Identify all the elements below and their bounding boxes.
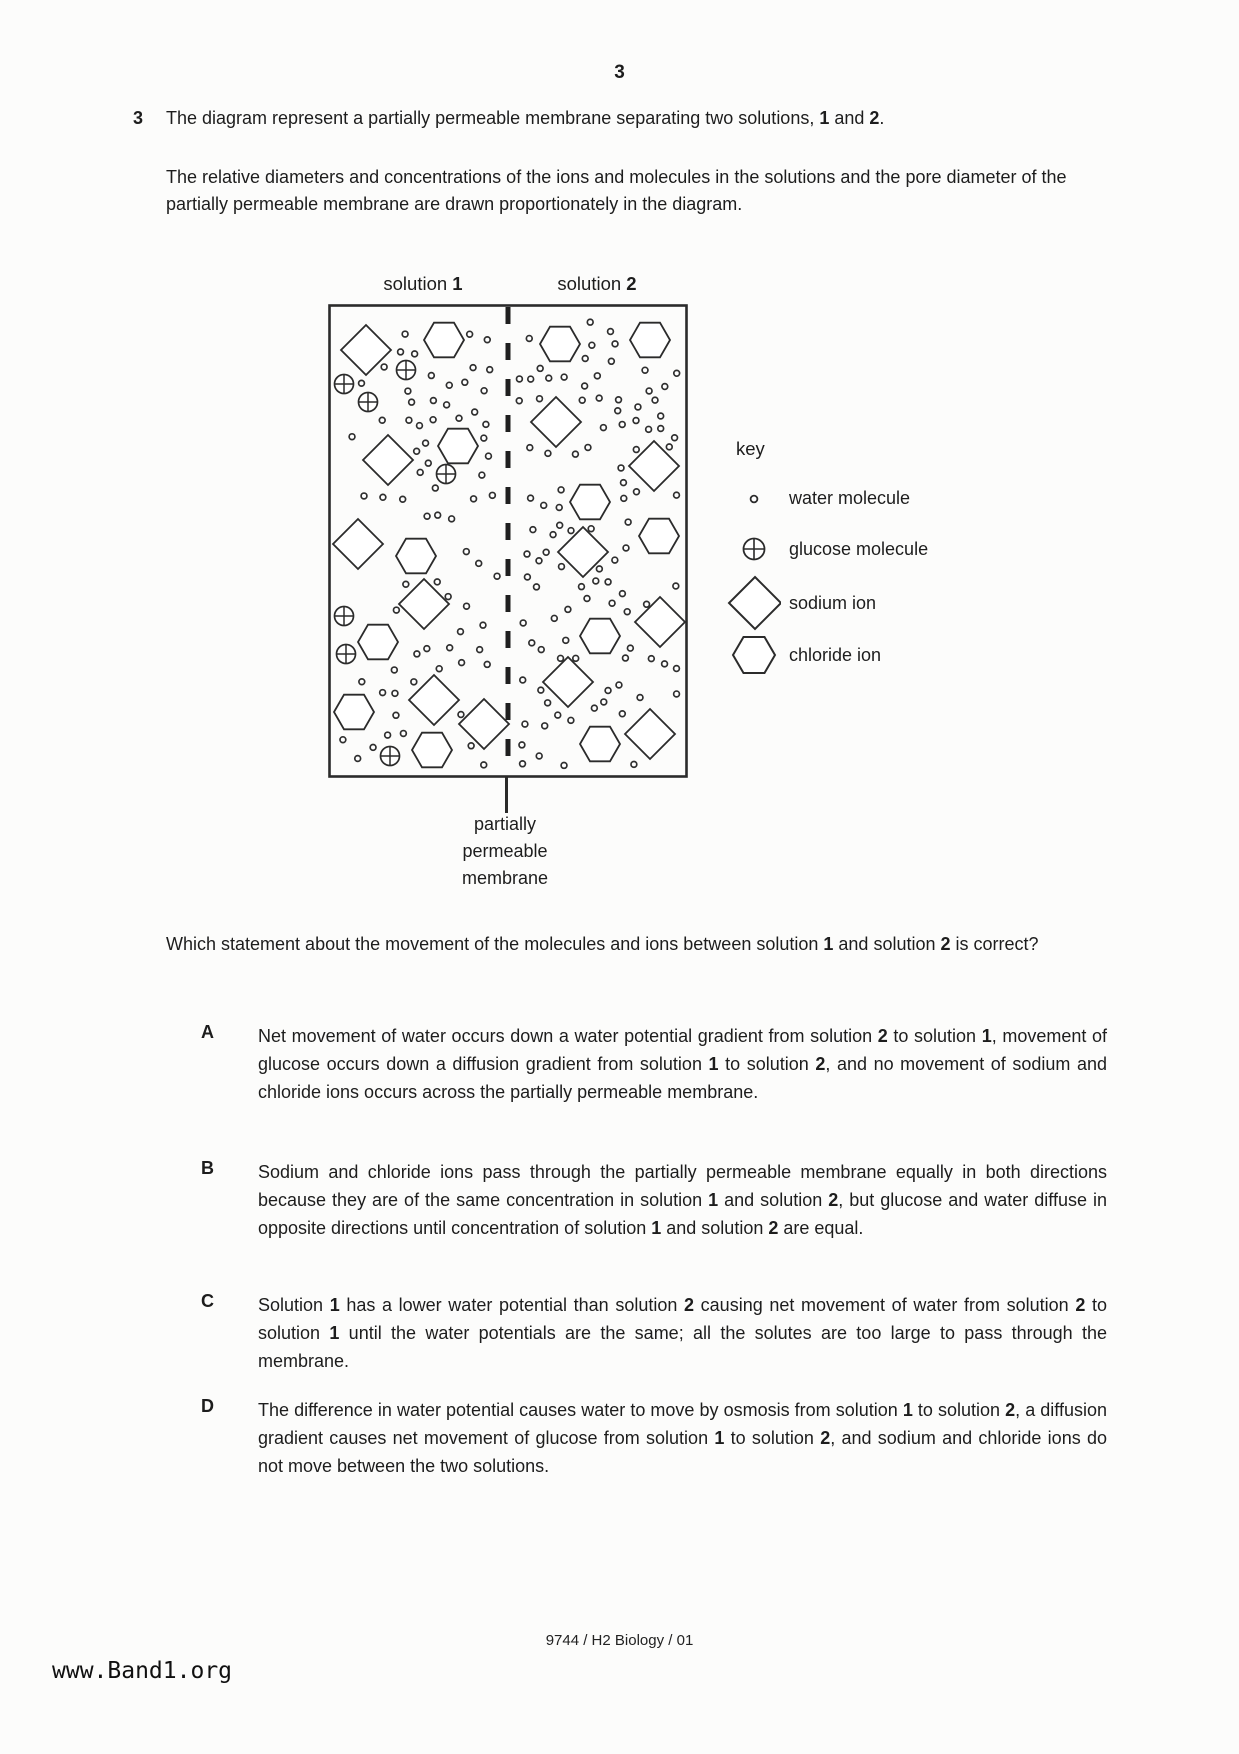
- key-title: key: [736, 438, 765, 459]
- question-prompt: Which statement about the movement of the molecules and ions between solution 1 and solution 2 is correct?: [166, 934, 1039, 954]
- option-a-text: Net movement of water occurs down a water potential gradient from solution 2 to solution 1, movement of glucose occurs down a diffusion gradient from solution 1 to solution 2, and no movement of sodium and chloride ions occurs across the partially permeable membrane.: [258, 1026, 1108, 1102]
- site-watermark: www.Band1.org: [52, 1658, 233, 1684]
- key-label-water: water molecule: [789, 488, 911, 508]
- key-label-sodium: sodium ion: [789, 592, 877, 613]
- sodium-ion-icon: [727, 575, 781, 631]
- water-molecule-icon: [727, 491, 781, 507]
- option-a: [201, 1022, 1107, 1106]
- question-line: [133, 108, 1133, 129]
- option-d-letter: D: [201, 1396, 214, 1416]
- membrane-pointer-line: [505, 776, 508, 813]
- key-row-glucose: [727, 535, 928, 563]
- option-d: [201, 1396, 1107, 1480]
- chloride-ion-icon: [727, 631, 781, 679]
- question-detail: The relative diameters and concentrations of the ions and molecules in the solutions and the pore diameter of the partially permeable membrane are drawn proportionately in the diagram.: [166, 167, 1067, 214]
- option-c-text: Solution 1 has a lower water potential than solution 2 causing net movement of water from solution 2 to solution 1 until the water potentials are the same; all the solutes are too large to pass through the membrane.: [258, 1295, 1107, 1371]
- option-c-letter: C: [201, 1291, 214, 1311]
- option-a-letter: A: [201, 1022, 214, 1042]
- solution1-label: solution 1: [383, 273, 463, 294]
- question-intro: The diagram represent a partially permeable membrane separating two solutions, 1 and 2.: [166, 108, 885, 128]
- glucose-molecule-icon: [727, 535, 781, 563]
- key-row-sodium: [727, 575, 876, 631]
- solutions-box: [328, 304, 688, 778]
- diagram-key: [727, 438, 1027, 688]
- option-d-text: The difference in water potential causes water to move by osmosis from solution 1 to solution 2, a diffusion gradient causes net movement of glucose from solution 1 to solution 2, and sodium and chloride ions do not move between the two solutions.: [258, 1400, 1108, 1476]
- option-b: [201, 1158, 1107, 1242]
- key-row-chloride: [727, 631, 881, 679]
- page-number: 3: [614, 62, 625, 83]
- solution2-label: solution 2: [557, 273, 637, 294]
- document-reference: 9744 / H2 Biology / 01: [545, 1632, 694, 1649]
- option-c: [201, 1291, 1107, 1375]
- key-label-chloride: chloride ion: [789, 644, 882, 665]
- option-b-letter: B: [201, 1158, 214, 1178]
- key-row-water: [727, 488, 910, 509]
- key-label-glucose: glucose molecule: [789, 538, 929, 559]
- question-number: 3: [133, 108, 144, 128]
- membrane-label: partially permeable membrane: [461, 814, 549, 888]
- option-b-text: Sodium and chloride ions pass through the partially permeable membrane equally in both directions because they are of the same concentration in solution 1 and solution 2, but glucose and water diffuse in opposite directions until concentration of solution 1 and solution 2 are equal.: [258, 1162, 1107, 1238]
